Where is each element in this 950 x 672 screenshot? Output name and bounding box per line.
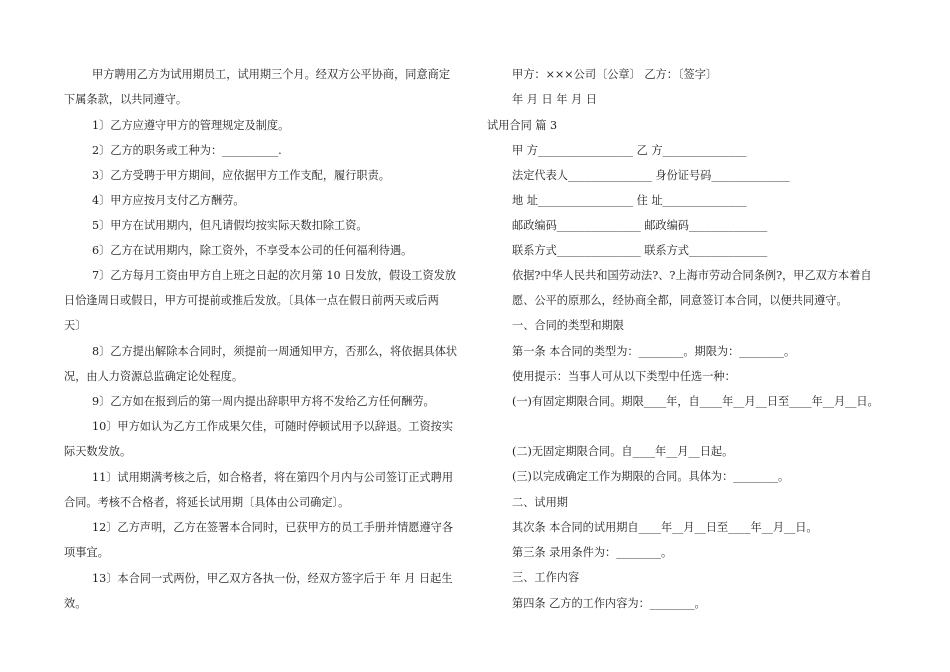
text-line: 13〕本合同一式两份，甲乙双方各执一份，经双方签字后于 年 月 日起生	[92, 572, 453, 585]
party-fields: 联系方式_______________ 联系方式______________	[512, 244, 768, 257]
section-heading: 一、合同的类型和期限	[512, 319, 624, 332]
party-fields: 甲 方_________________ 乙 方_______________	[512, 144, 747, 157]
text-line: 甲方聘用乙方为试用期员工，试用期三个月。经双方公平协商，同意商定	[92, 68, 451, 81]
text-line: 4〕甲方应按月支付乙方酬劳。	[92, 194, 245, 207]
text-line: 天〕	[64, 319, 87, 332]
text-line: 1〕乙方应遵守甲方的管理规定及制度。	[92, 119, 290, 132]
text-line: 合同。考核不合格者，将延长试用期〔具体由公司确定〕。	[64, 496, 350, 509]
text-line: 际天数发放。	[64, 445, 132, 458]
text-line: 8〕乙方提出解除本合同时，须提前一周通知甲方，否那么，将依据具体状	[92, 345, 458, 358]
date-line: 年 月 日 年 月 日	[512, 93, 597, 106]
option-line: (二)无固定期限合同。自____年__月__日起。	[512, 445, 734, 458]
text-line: 项事宜。	[64, 546, 109, 559]
text-line: 7〕乙方每月工资由甲方自上班之日起的次月第 10 日发放，假设工资发放	[92, 269, 457, 282]
text-line: 12〕乙方声明，乙方在签署本合同时，已获甲方的员工手册并情愿遵守各	[92, 521, 454, 534]
text-line: 使用提示：当事人可从以下类型中任选一种：	[512, 370, 736, 383]
clause-line: 第四条 乙方的工作内容为：________。	[512, 597, 706, 610]
option-line: (一)有固定期限合同。期限____年，自____年__月__日至____年__月__日。	[512, 395, 879, 408]
text-line: 况，由人力资源总监确定论处程度。	[64, 370, 244, 383]
party-fields: 法定代表人_______________ 身份证号码______________	[512, 169, 790, 182]
text-line: 依据?中华人民共和国劳动法?、?上海市劳动合同条例?，甲乙双方本着自	[512, 269, 872, 282]
text-line: 10〕甲方如认为乙方工作成果欠佳，可随时停顿试用予以辞退。工资按实	[92, 420, 454, 433]
section-title: 试用合同 篇 3	[487, 119, 558, 132]
text-line: 日恰逢周日或假日，甲方可提前或推后发放。〔具体一点在假日前两天或后两	[64, 294, 439, 307]
text-line: 5〕甲方在试用期内，但凡请假均按实际天数扣除工资。	[92, 219, 368, 232]
section-heading: 二、试用期	[512, 496, 568, 509]
party-fields: 地 址_________________ 住 址_______________	[512, 194, 747, 207]
party-fields: 邮政编码_______________ 邮政编码______________	[512, 219, 768, 232]
option-line: (三)以完成确定工作为期限的合同。具体为：________。	[512, 470, 790, 483]
text-line: 愿、公平的原那么，经协商全都，同意签订本合同，以便共同遵守。	[512, 294, 848, 307]
clause-line: 第一条 本合同的类型为：________。期限为：________。	[512, 345, 796, 358]
text-line: 效。	[64, 597, 87, 610]
clause-line: 第三条 录用条件为：________。	[512, 546, 673, 559]
clause-line: 其次条 本合同的试用期自____年__月__日至____年__月__日。	[512, 521, 818, 534]
text-line: 3〕乙方受聘于甲方期间，应依据甲方工作支配，履行职责。	[92, 169, 390, 182]
text-line: 下属条款，以共同遵守。	[64, 93, 188, 106]
signature-line: 甲方：×××公司〔公章〕 乙方：〔签字〕	[512, 68, 718, 81]
text-line: 2〕乙方的职务或工种为：__________.	[92, 144, 282, 157]
text-line: 11〕试用期满考核之后，如合格者，将在第四个月内与公司签订正式聘用	[92, 471, 454, 484]
text-line: 9〕乙方如在报到后的第一周内提出辞职甲方将不发给乙方任何酬劳。	[92, 395, 435, 408]
text-line: 6〕乙方在试用期内，除工资外，不享受本公司的任何福利待遇。	[92, 244, 413, 257]
section-heading: 三、工作内容	[512, 571, 580, 584]
